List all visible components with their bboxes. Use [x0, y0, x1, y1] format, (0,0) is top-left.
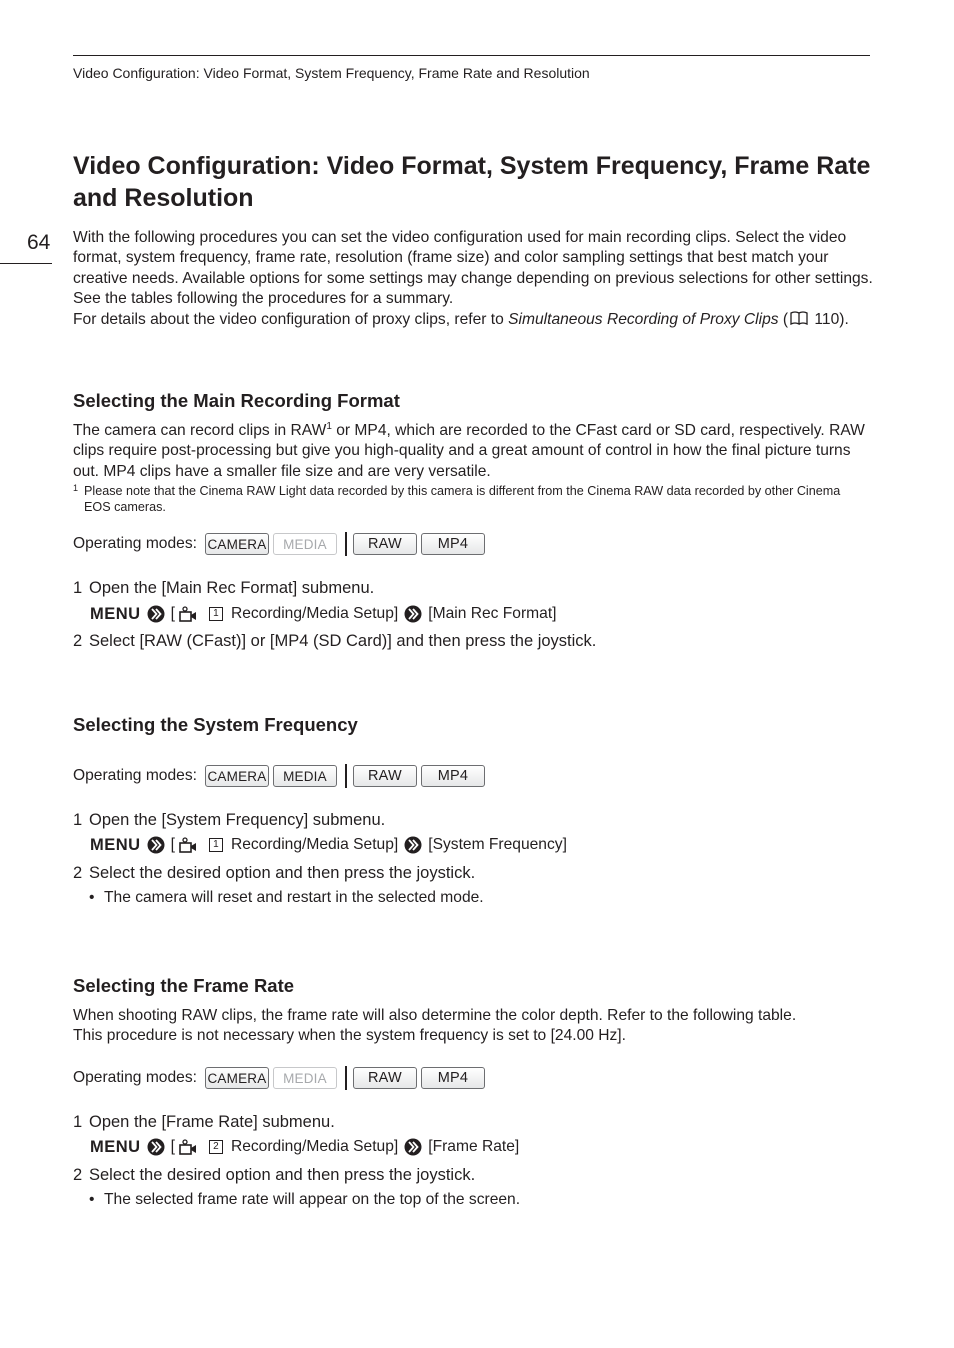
operating-modes-label: Operating modes:: [73, 1069, 197, 1086]
menu-button-label: MENU: [90, 604, 141, 623]
path-menu-name: Recording/Media Setup]: [230, 605, 399, 622]
proxy-reference-link[interactable]: Simultaneous Recording of Proxy Clips: [508, 310, 779, 328]
step-2-main-rec: [73, 632, 596, 651]
step-text: Open the [Main Rec Format] submenu.: [89, 579, 375, 597]
footnote-number: 1: [73, 483, 79, 493]
menu-page-number: 1: [209, 607, 223, 621]
path-bracket: [: [170, 1138, 175, 1155]
mode-badge-media: MEDIA: [273, 533, 337, 555]
description-part-b: or MP4, which are recorded to the CFast card or SD card, respectively. RAW clips require post-processing but give you high-quality and a great amount of control in how the final picture turns out. MP4 clips have a smaller file size and are very versatile.: [73, 422, 865, 480]
bullet-text: The selected frame rate will appear on the top of the screen.: [104, 1191, 521, 1208]
running-header: Video Configuration: Video Format, System Frequency, Frame Rate and Resolution: [73, 65, 590, 81]
camera-settings-icon: [179, 837, 197, 853]
bullet-note-system-frequency: [89, 889, 484, 907]
step-1-main-rec: [73, 579, 374, 598]
path-target-setting: [System Frequency]: [428, 836, 567, 853]
step-text: Select [RAW (CFast)] or [MP4 (SD Card)] and then press the joystick.: [89, 632, 597, 650]
step-number: 1: [73, 811, 83, 829]
arrow-right-icon: [404, 605, 422, 623]
bullet-text: The camera will reset and restart in the selected mode.: [104, 889, 484, 906]
operating-modes-main-rec: [73, 531, 489, 557]
section-heading-system-frequency: Selecting the System Frequency: [73, 714, 358, 735]
step-1-frame-rate: [73, 1113, 335, 1132]
step-2-system-frequency: [73, 864, 475, 883]
camera-settings-icon: [179, 1139, 197, 1155]
bullet-dot: •: [89, 1191, 95, 1208]
step-text: Open the [System Frequency] submenu.: [89, 811, 386, 829]
operating-modes-system-frequency: [73, 763, 489, 789]
footnote: [73, 483, 863, 515]
mode-badge-media: MEDIA: [273, 765, 337, 787]
book-icon: [790, 311, 808, 325]
menu-path-main-rec: [90, 603, 557, 625]
step-2-frame-rate: [73, 1166, 475, 1185]
step-text: Select the desired option and then press the joystick.: [89, 1166, 476, 1184]
mode-separator: [345, 1066, 347, 1090]
mode-badge-camera: CAMERA: [205, 1067, 269, 1089]
arrow-right-icon: [404, 1138, 422, 1156]
bullet-dot: •: [89, 889, 95, 906]
step-number: 1: [73, 579, 83, 597]
frame-rate-description: [73, 1006, 873, 1047]
menu-path-frame-rate: [90, 1136, 519, 1158]
camera-settings-icon: [179, 606, 197, 622]
page-number: 64: [27, 231, 51, 254]
main-rec-format-description: [73, 421, 873, 482]
intro-paragraph: With the following procedures you can set the video configuration used for main recording clips. Select the video format, system frequency, frame rate, resolution (frame size) and color sampling settings that best match your creative needs. Available options for some settings may change depending on previous selections for other settings. See the tables following the procedures for a summary.: [73, 229, 873, 308]
step-text: Select the desired option and then press the joystick.: [89, 864, 476, 882]
path-target-setting: [Frame Rate]: [428, 1138, 520, 1155]
page-title: Video Configuration: Video Format, System Frequency, Frame Rate and Resolution: [73, 152, 871, 212]
step-1-system-frequency: [73, 811, 385, 830]
path-target-setting: [Main Rec Format]: [428, 605, 557, 622]
operating-modes-frame-rate: [73, 1065, 489, 1091]
path-bracket: [: [170, 836, 175, 853]
menu-path-system-frequency: [90, 834, 567, 856]
mode-badge-raw: RAW: [353, 1067, 417, 1089]
mode-badge-raw: RAW: [353, 765, 417, 787]
path-bracket: [: [170, 605, 175, 622]
bullet-note-frame-rate: [89, 1191, 520, 1209]
proxy-reference-page: 110).: [810, 310, 849, 328]
proxy-reference-open: (: [778, 310, 789, 328]
mode-badge-mp4: MP4: [421, 1067, 485, 1089]
mode-badge-camera: CAMERA: [205, 533, 269, 555]
section-heading-main-rec-format: Selecting the Main Recording Format: [73, 390, 400, 411]
mode-separator: [345, 764, 347, 788]
path-menu-name: Recording/Media Setup]: [230, 1138, 399, 1155]
mode-separator: [345, 532, 347, 556]
intro-text: [73, 228, 878, 330]
menu-button-label: MENU: [90, 1137, 141, 1156]
operating-modes-label: Operating modes:: [73, 767, 197, 784]
description-line-2: This procedure is not necessary when the system frequency is set to [24.00 Hz].: [73, 1027, 626, 1045]
mode-badge-raw: RAW: [353, 533, 417, 555]
arrow-right-icon: [147, 605, 165, 623]
section-heading-frame-rate: Selecting the Frame Rate: [73, 975, 295, 996]
menu-page-number: 2: [209, 1140, 223, 1154]
menu-page-number: 1: [209, 838, 223, 852]
menu-button-label: MENU: [90, 835, 141, 854]
page-number-rule: [0, 263, 52, 264]
mode-badge-mp4: MP4: [421, 765, 485, 787]
mode-badge-media: MEDIA: [273, 1067, 337, 1089]
step-number: 1: [73, 1113, 83, 1131]
description-part-a: The camera can record clips in RAW: [73, 422, 327, 439]
path-menu-name: Recording/Media Setup]: [230, 836, 399, 853]
mode-badge-camera: CAMERA: [205, 765, 269, 787]
proxy-reference-prefix: For details about the video configuration of proxy clips, refer to: [73, 310, 509, 328]
description-line-1: When shooting RAW clips, the frame rate will also determine the color depth. Refer to the following table.: [73, 1007, 797, 1024]
step-number: 2: [73, 632, 83, 650]
footnote-ref: 1: [326, 421, 332, 432]
operating-modes-label: Operating modes:: [73, 535, 197, 552]
mode-badge-mp4: MP4: [421, 533, 485, 555]
step-text: Open the [Frame Rate] submenu.: [89, 1113, 335, 1131]
step-number: 2: [73, 864, 83, 882]
arrow-right-icon: [147, 836, 165, 854]
arrow-right-icon: [147, 1138, 165, 1156]
header-rule: [73, 55, 870, 56]
proxy-reference: [73, 310, 878, 330]
step-number: 2: [73, 1166, 83, 1184]
arrow-right-icon: [404, 836, 422, 854]
footnote-text: Please note that the Cinema RAW Light data recorded by this camera is different from the Cinema RAW data recorded by other Cinema EOS cameras.: [84, 484, 841, 514]
